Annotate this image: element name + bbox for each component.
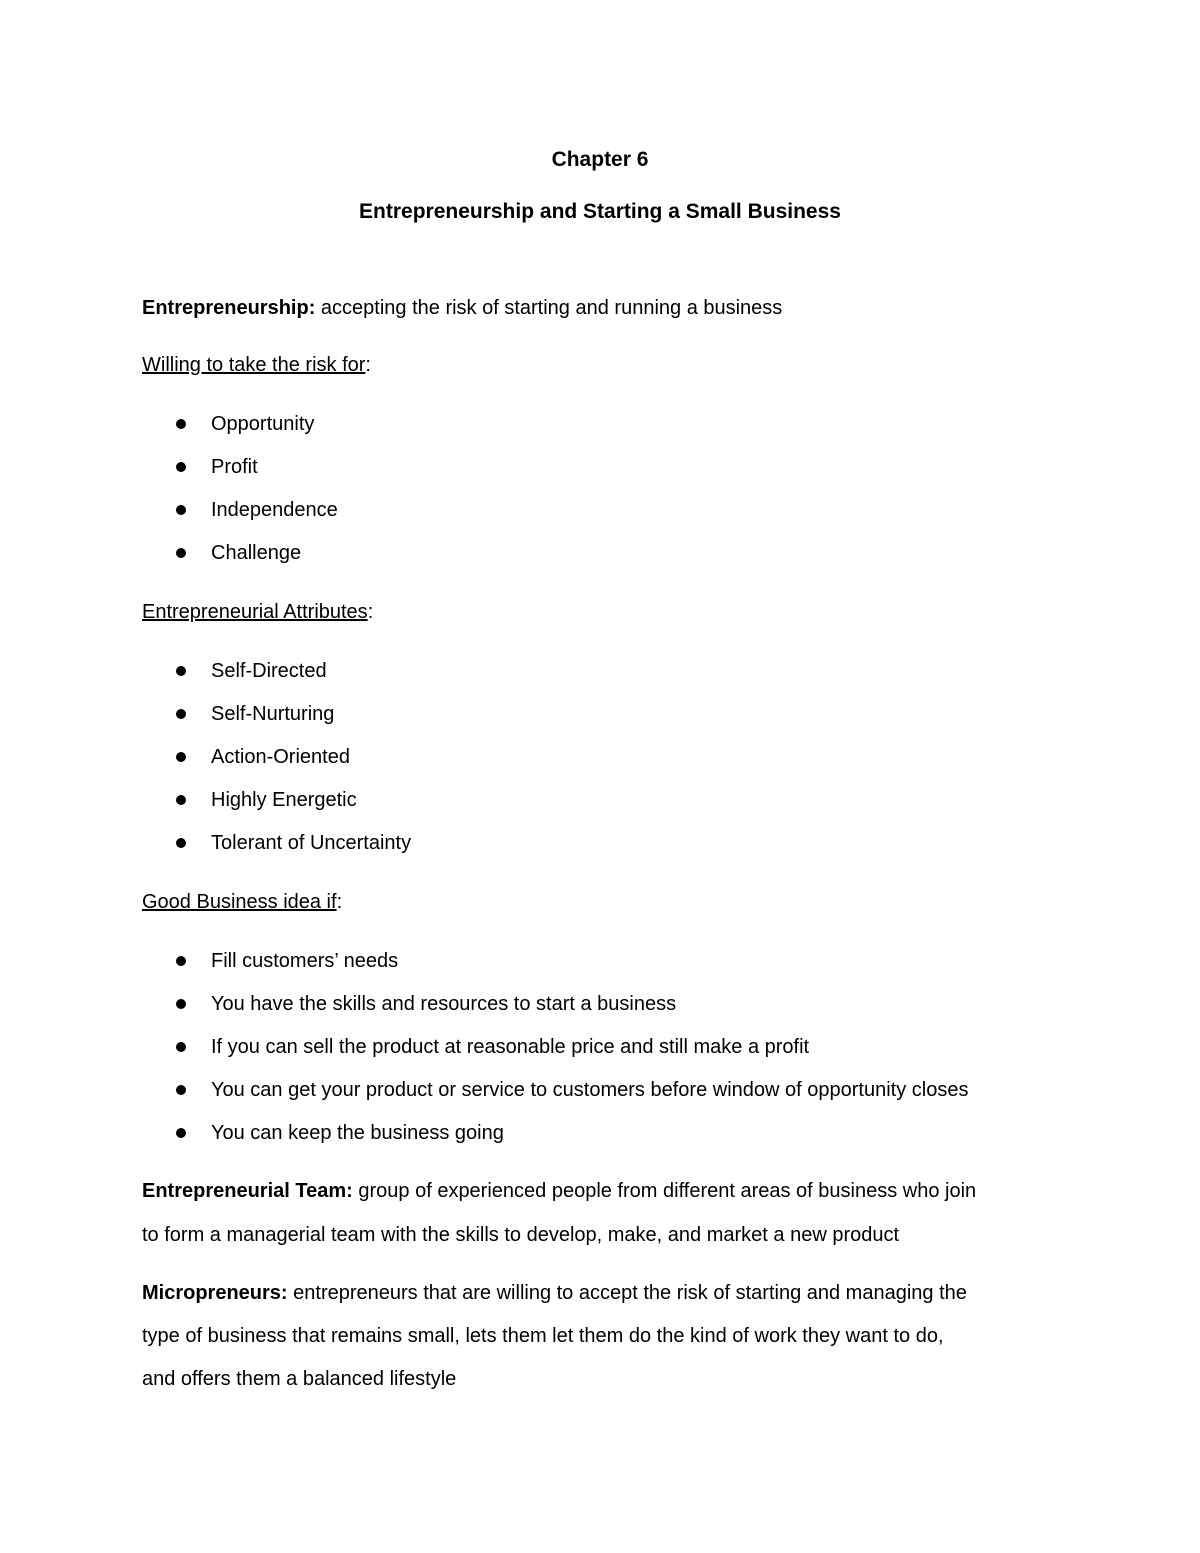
- list-item-text: Challenge: [211, 542, 302, 564]
- list-item-text: You can keep the business going: [211, 1122, 504, 1144]
- bullet-icon: [176, 505, 186, 515]
- chapter-heading: Chapter 6: [551, 148, 649, 171]
- micropreneurs-definition-line-1: [142, 1279, 967, 1307]
- bullet-icon: [176, 709, 186, 719]
- list-item-text: You have the skills and resources to start a business: [211, 993, 677, 1015]
- list-item-text: If you can sell the product at reasonable price and still make a profit: [211, 1036, 810, 1058]
- attributes-heading: [142, 598, 373, 626]
- attributes-heading-text: Entrepreneurial Attributes: [142, 601, 368, 623]
- willing-heading-text: Willing to take the risk for: [142, 354, 366, 376]
- bullet-icon: [176, 752, 186, 762]
- bullet-icon: [176, 1085, 186, 1095]
- bullet-icon: [176, 419, 186, 429]
- list-item-text: You can get your product or service to customers before window of opportunity closes: [211, 1079, 969, 1101]
- list-item-text: Self-Nurturing: [211, 703, 335, 725]
- bullet-icon: [176, 462, 186, 472]
- team-definition-line-2: to form a managerial team with the skills to develop, make, and market a new product: [142, 1224, 900, 1246]
- bullet-icon: [176, 999, 186, 1009]
- list-item-text: Opportunity: [211, 413, 315, 435]
- document-title: Entrepreneurship and Starting a Small Business: [359, 200, 841, 223]
- micropreneurs-term: Micropreneurs:: [142, 1282, 288, 1304]
- attributes-heading-colon: :: [367, 601, 374, 623]
- good-idea-heading-text: Good Business idea if: [142, 891, 337, 913]
- team-definition-text-1: group of experienced people from different areas of business who join: [352, 1180, 977, 1202]
- team-term: Entrepreneurial Team:: [142, 1180, 353, 1202]
- list-item-text: Tolerant of Uncertainty: [211, 832, 412, 854]
- bullet-icon: [176, 795, 186, 805]
- good-idea-heading-colon: :: [336, 891, 343, 913]
- bullet-icon: [176, 666, 186, 676]
- list-item-text: Profit: [211, 456, 258, 478]
- micropreneurs-definition-line-3: and offers them a balanced lifestyle: [142, 1368, 457, 1390]
- bullet-icon: [176, 1042, 186, 1052]
- entrepreneurship-term: Entrepreneurship:: [142, 297, 316, 319]
- entrepreneurship-definition: [142, 294, 782, 322]
- entrepreneurship-definition-text: accepting the risk of starting and running a business: [315, 297, 783, 319]
- list-item-text: Self-Directed: [211, 660, 327, 682]
- willing-heading: [142, 351, 371, 379]
- bullet-icon: [176, 1128, 186, 1138]
- bullet-icon: [176, 956, 186, 966]
- list-item-text: Independence: [211, 499, 338, 521]
- good-idea-heading: [142, 888, 342, 916]
- willing-heading-colon: :: [365, 354, 371, 376]
- list-item-text: Fill customers’ needs: [211, 950, 399, 972]
- list-item-text: Action-Oriented: [211, 746, 350, 768]
- team-definition-line-1: [142, 1177, 976, 1205]
- micropreneurs-definition-text-1: entrepreneurs that are willing to accept the risk of starting and managing the: [287, 1282, 967, 1304]
- bullet-icon: [176, 838, 186, 848]
- bullet-icon: [176, 548, 186, 558]
- micropreneurs-definition-line-2: type of business that remains small, lets them let them do the kind of work they want to do,: [142, 1325, 944, 1347]
- list-item-text: Highly Energetic: [211, 789, 357, 811]
